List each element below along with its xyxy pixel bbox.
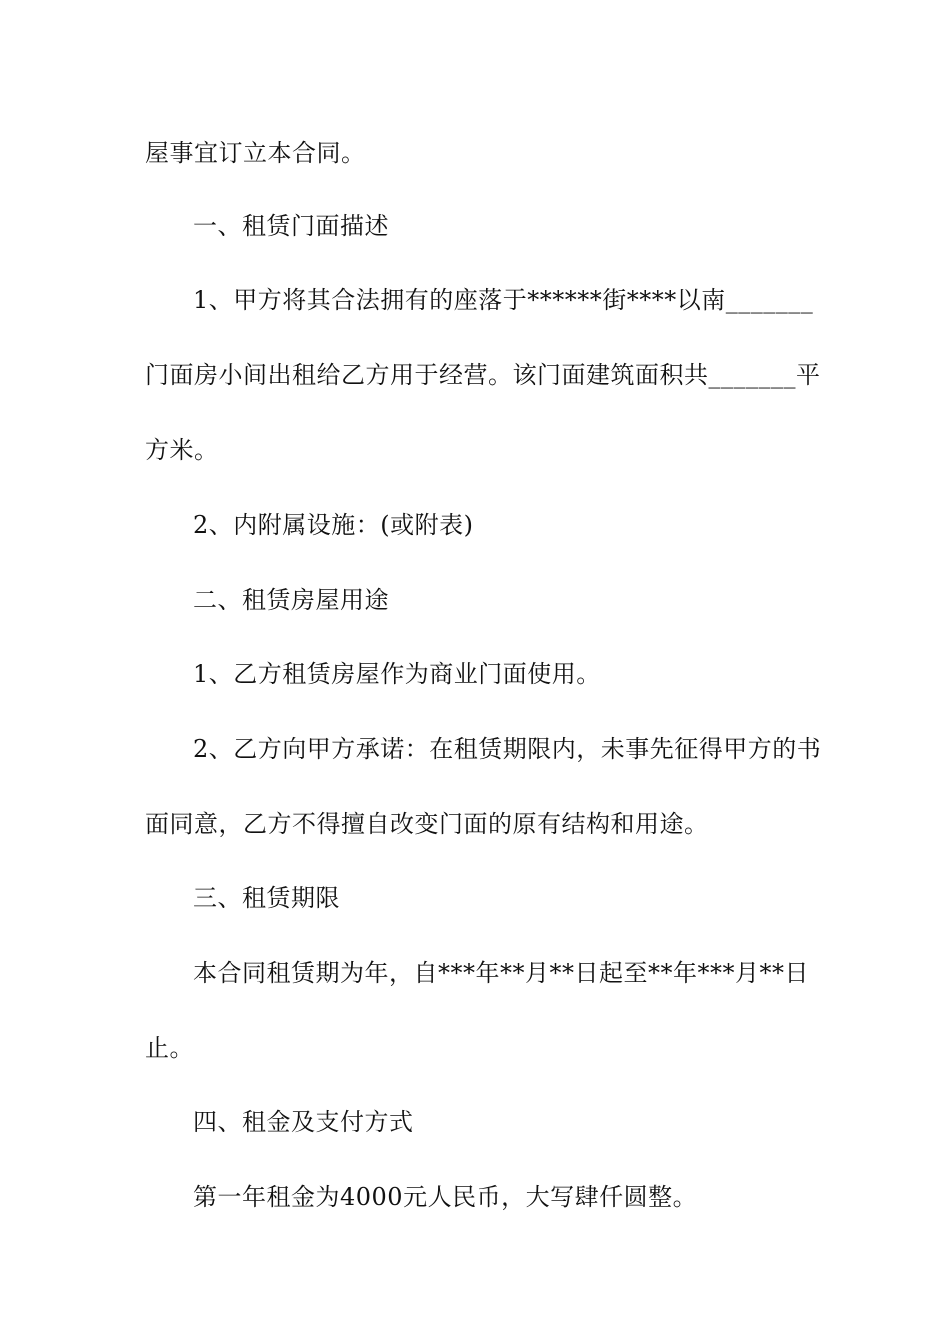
section-heading-3: 三、租赁期限 bbox=[193, 884, 340, 912]
lease-term-line-2: 止。 bbox=[145, 1034, 194, 1062]
clause-1-1-line-3: 方米。 bbox=[145, 436, 219, 464]
section-heading-4: 四、租金及支付方式 bbox=[193, 1108, 414, 1136]
clause-1-2: 2、内附属设施：(或附表) bbox=[193, 511, 474, 539]
paragraph-continuation-line: 屋事宜订立本合同。 bbox=[145, 139, 366, 167]
clause-2-2-line-1: 2、乙方向甲方承诺：在租赁期限内，未事先征得甲方的书 bbox=[193, 735, 822, 763]
rent-first-year: 第一年租金为4000元人民币，大写肆仟圆整。 bbox=[193, 1183, 698, 1211]
clause-1-1-line-1: 1、甲方将其合法拥有的座落于******街****以南_______ bbox=[193, 286, 814, 314]
clause-1-1-line-2: 门面房小间出租给乙方用于经营。该门面建筑面积共_______平 bbox=[145, 361, 821, 389]
section-heading-2: 二、租赁房屋用途 bbox=[193, 586, 389, 614]
clause-2-1: 1、乙方租赁房屋作为商业门面使用。 bbox=[193, 660, 601, 688]
lease-term-line-1: 本合同租赁期为年，自***年**月**日起至**年***月**日 bbox=[193, 959, 809, 987]
section-heading-1: 一、租赁门面描述 bbox=[193, 212, 389, 240]
clause-2-2-line-2: 面同意，乙方不得擅自改变门面的原有结构和用途。 bbox=[145, 810, 709, 838]
